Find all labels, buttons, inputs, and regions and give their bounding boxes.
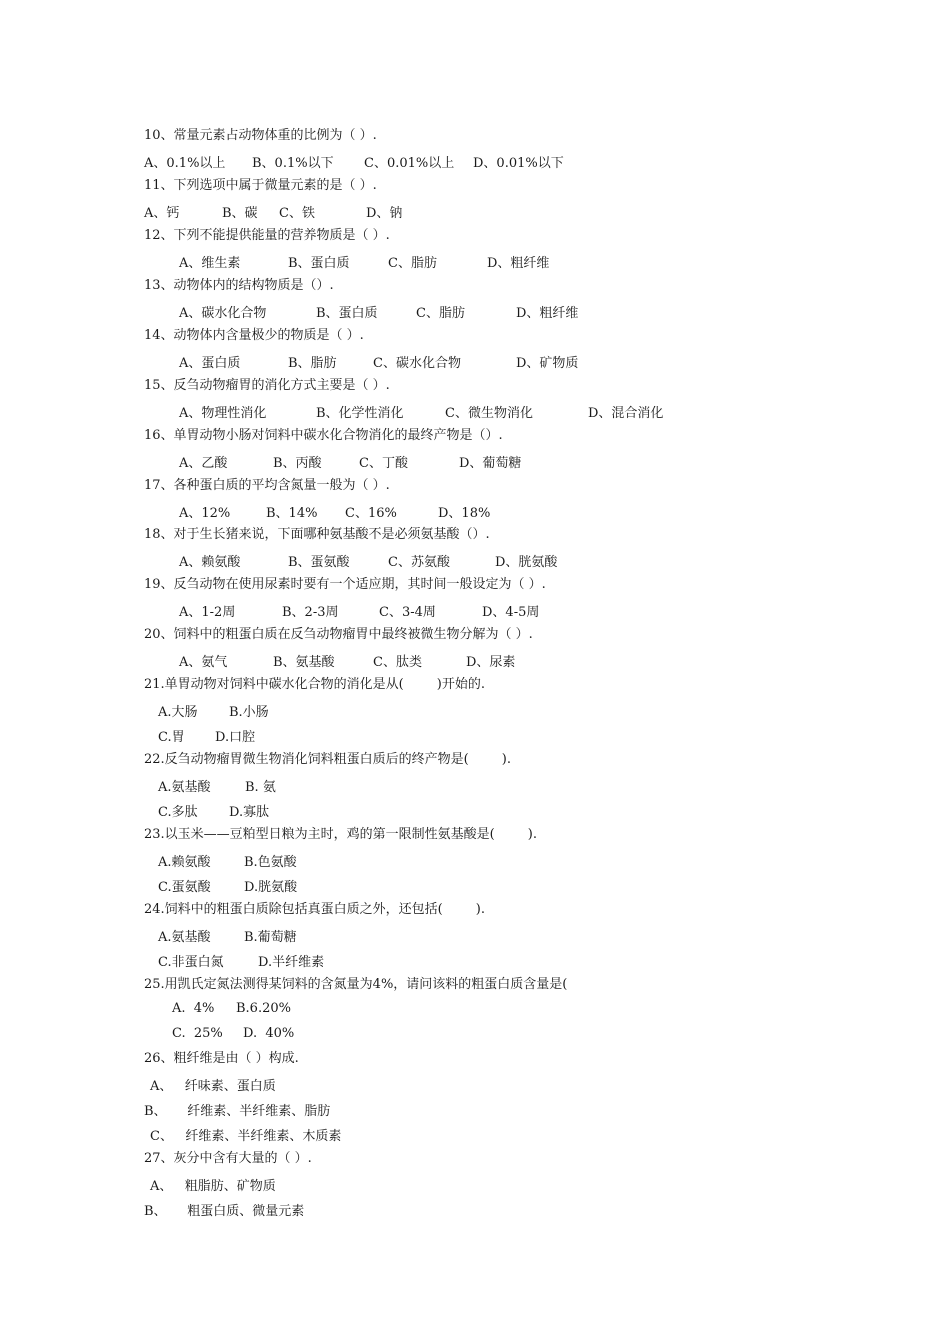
question-10-option-b: B、0.1%以下 bbox=[252, 156, 334, 171]
question-14-stem: 14、动物体内含量极少的物质是（ ）. bbox=[144, 328, 364, 343]
question-14-option-d: D、矿物质 bbox=[516, 356, 579, 371]
question-25-stem: 25.用凯氏定氮法测得某饲料的含氮量为4%，请问该料的粗蛋白质含量是( bbox=[144, 977, 568, 992]
question-14-option-b: B、脂肪 bbox=[288, 356, 337, 371]
question-21-option-a: A.大肠 bbox=[158, 705, 198, 720]
question-17-option-d: D、18% bbox=[438, 506, 491, 521]
question-26-stem: 26、粗纤维是由（ ）构成. bbox=[144, 1051, 299, 1066]
question-25-option-c: C. 25% bbox=[172, 1026, 223, 1041]
question-23-stem: 23.以玉米——豆粕型日粮为主时，鸡的第一限制性氨基酸是( ). bbox=[144, 827, 538, 842]
question-25-option-b: B.6.20% bbox=[236, 1001, 291, 1016]
question-12-option-b: B、蛋白质 bbox=[288, 256, 350, 271]
question-11-option-d: D、钠 bbox=[366, 206, 403, 221]
question-19-option-a: A、1-2周 bbox=[179, 605, 236, 620]
question-25-option-d: D. 40% bbox=[243, 1026, 295, 1041]
question-13-option-d: D、粗纤维 bbox=[516, 306, 579, 321]
question-20-option-d: D、尿素 bbox=[466, 655, 516, 670]
question-18-stem: 18、对于生长猪来说，下面哪种氨基酸不是必须氨基酸（）. bbox=[144, 527, 490, 542]
question-16-option-b: B、丙酸 bbox=[273, 456, 322, 471]
question-15-option-d: D、混合消化 bbox=[588, 406, 664, 421]
question-12-option-d: D、粗纤维 bbox=[487, 256, 550, 271]
question-17-option-c: C、16% bbox=[345, 506, 397, 521]
question-18-option-d: D、胱氨酸 bbox=[495, 555, 558, 570]
question-13-option-c: C、脂肪 bbox=[416, 306, 465, 321]
question-23-option-c: C.蛋氨酸 bbox=[158, 880, 211, 895]
question-22-option-b: B. 氨 bbox=[245, 780, 276, 795]
question-11-option-a: A、钙 bbox=[144, 206, 180, 221]
question-23-option-a: A.赖氨酸 bbox=[158, 855, 211, 870]
question-24-option-c: C.非蛋白氮 bbox=[158, 955, 224, 970]
question-10-option-c: C、0.01%以上 bbox=[364, 156, 455, 171]
question-26-option-c: C、 纤维素、半纤维素、木质素 bbox=[150, 1129, 342, 1144]
question-13-option-a: A、碳水化合物 bbox=[179, 306, 267, 321]
question-12-option-c: C、脂肪 bbox=[388, 256, 437, 271]
question-24-option-b: B.葡萄糖 bbox=[244, 930, 297, 945]
question-23-option-b: B.色氨酸 bbox=[244, 855, 297, 870]
question-13-stem: 13、动物体内的结构物质是（）. bbox=[144, 278, 334, 293]
question-18-option-c: C、苏氨酸 bbox=[388, 555, 450, 570]
question-20-option-b: B、氨基酸 bbox=[273, 655, 335, 670]
question-10-option-d: D、0.01%以下 bbox=[473, 156, 564, 171]
question-19-option-c: C、3-4周 bbox=[379, 605, 436, 620]
question-11-option-c: C、铁 bbox=[279, 206, 315, 221]
question-27-stem: 27、灰分中含有大量的（ ）. bbox=[144, 1151, 312, 1166]
question-11-stem: 11、下列选项中属于微量元素的是（ ）. bbox=[144, 178, 377, 193]
question-12-stem: 12、下列不能提供能量的营养物质是（ ）. bbox=[144, 228, 390, 243]
question-22-option-a: A.氨基酸 bbox=[158, 780, 211, 795]
question-15-option-b: B、化学性消化 bbox=[316, 406, 404, 421]
question-18-option-b: B、蛋氨酸 bbox=[288, 555, 350, 570]
question-17-option-a: A、12% bbox=[179, 506, 231, 521]
question-27-option-a: A、 粗脂肪、矿物质 bbox=[150, 1179, 276, 1194]
question-19-stem: 19、反刍动物在使用尿素时要有一个适应期，其时间一般设定为（ ）. bbox=[144, 577, 546, 592]
question-19-option-b: B、2-3周 bbox=[282, 605, 339, 620]
question-13-option-b: B、蛋白质 bbox=[316, 306, 378, 321]
question-26-option-b: B、 纤维素、半纤维素、脂肪 bbox=[144, 1104, 331, 1119]
question-15-option-a: A、物理性消化 bbox=[179, 406, 267, 421]
question-20-option-a: A、氨气 bbox=[179, 655, 228, 670]
question-26-option-a: A、 纤味素、蛋白质 bbox=[150, 1079, 276, 1094]
question-21-option-b: B.小肠 bbox=[229, 705, 269, 720]
question-24-stem: 24.饲料中的粗蛋白质除包括真蛋白质之外，还包括( ). bbox=[144, 902, 486, 917]
question-22-stem: 22.反刍动物瘤胃微生物消化饲料粗蛋白质后的终产物是( ). bbox=[144, 752, 512, 767]
question-25-option-a: A. 4% bbox=[172, 1001, 215, 1016]
question-22-option-c: C.多肽 bbox=[158, 805, 198, 820]
question-24-option-a: A.氨基酸 bbox=[158, 930, 211, 945]
question-16-option-d: D、葡萄糖 bbox=[459, 456, 522, 471]
question-10-option-a: A、0.1%以上 bbox=[144, 156, 226, 171]
question-16-stem: 16、单胃动物小肠对饲料中碳水化合物消化的最终产物是（）. bbox=[144, 428, 503, 443]
question-14-option-c: C、碳水化合物 bbox=[373, 356, 461, 371]
question-18-option-a: A、赖氨酸 bbox=[179, 555, 241, 570]
question-20-option-c: C、肽类 bbox=[373, 655, 422, 670]
question-17-stem: 17、各种蛋白质的平均含氮量一般为（ ）. bbox=[144, 478, 390, 493]
question-15-option-c: C、微生物消化 bbox=[445, 406, 533, 421]
question-16-option-c: C、丁酸 bbox=[359, 456, 408, 471]
question-27-option-b: B、 粗蛋白质、微量元素 bbox=[144, 1204, 305, 1219]
question-22-option-d: D.寡肽 bbox=[229, 805, 270, 820]
question-16-option-a: A、乙酸 bbox=[179, 456, 228, 471]
question-15-stem: 15、反刍动物瘤胃的消化方式主要是（ ）. bbox=[144, 378, 390, 393]
question-11-option-b: B、碳 bbox=[222, 206, 258, 221]
question-12-option-a: A、维生素 bbox=[179, 256, 241, 271]
question-24-option-d: D.半纤维素 bbox=[258, 955, 325, 970]
question-20-stem: 20、饲料中的粗蛋白质在反刍动物瘤胃中最终被微生物分解为（ ）. bbox=[144, 627, 533, 642]
question-14-option-a: A、蛋白质 bbox=[179, 356, 241, 371]
question-21-option-d: D.口腔 bbox=[215, 730, 256, 745]
question-21-option-c: C.胃 bbox=[158, 730, 185, 745]
question-23-option-d: D.胱氨酸 bbox=[244, 880, 298, 895]
question-10-stem: 10、常量元素占动物体重的比例为（ ）. bbox=[144, 128, 377, 143]
question-17-option-b: B、14% bbox=[266, 506, 318, 521]
question-19-option-d: D、4-5周 bbox=[482, 605, 540, 620]
question-21-stem: 21.单胃动物对饲料中碳水化合物的消化是从( )开始的. bbox=[144, 677, 486, 692]
